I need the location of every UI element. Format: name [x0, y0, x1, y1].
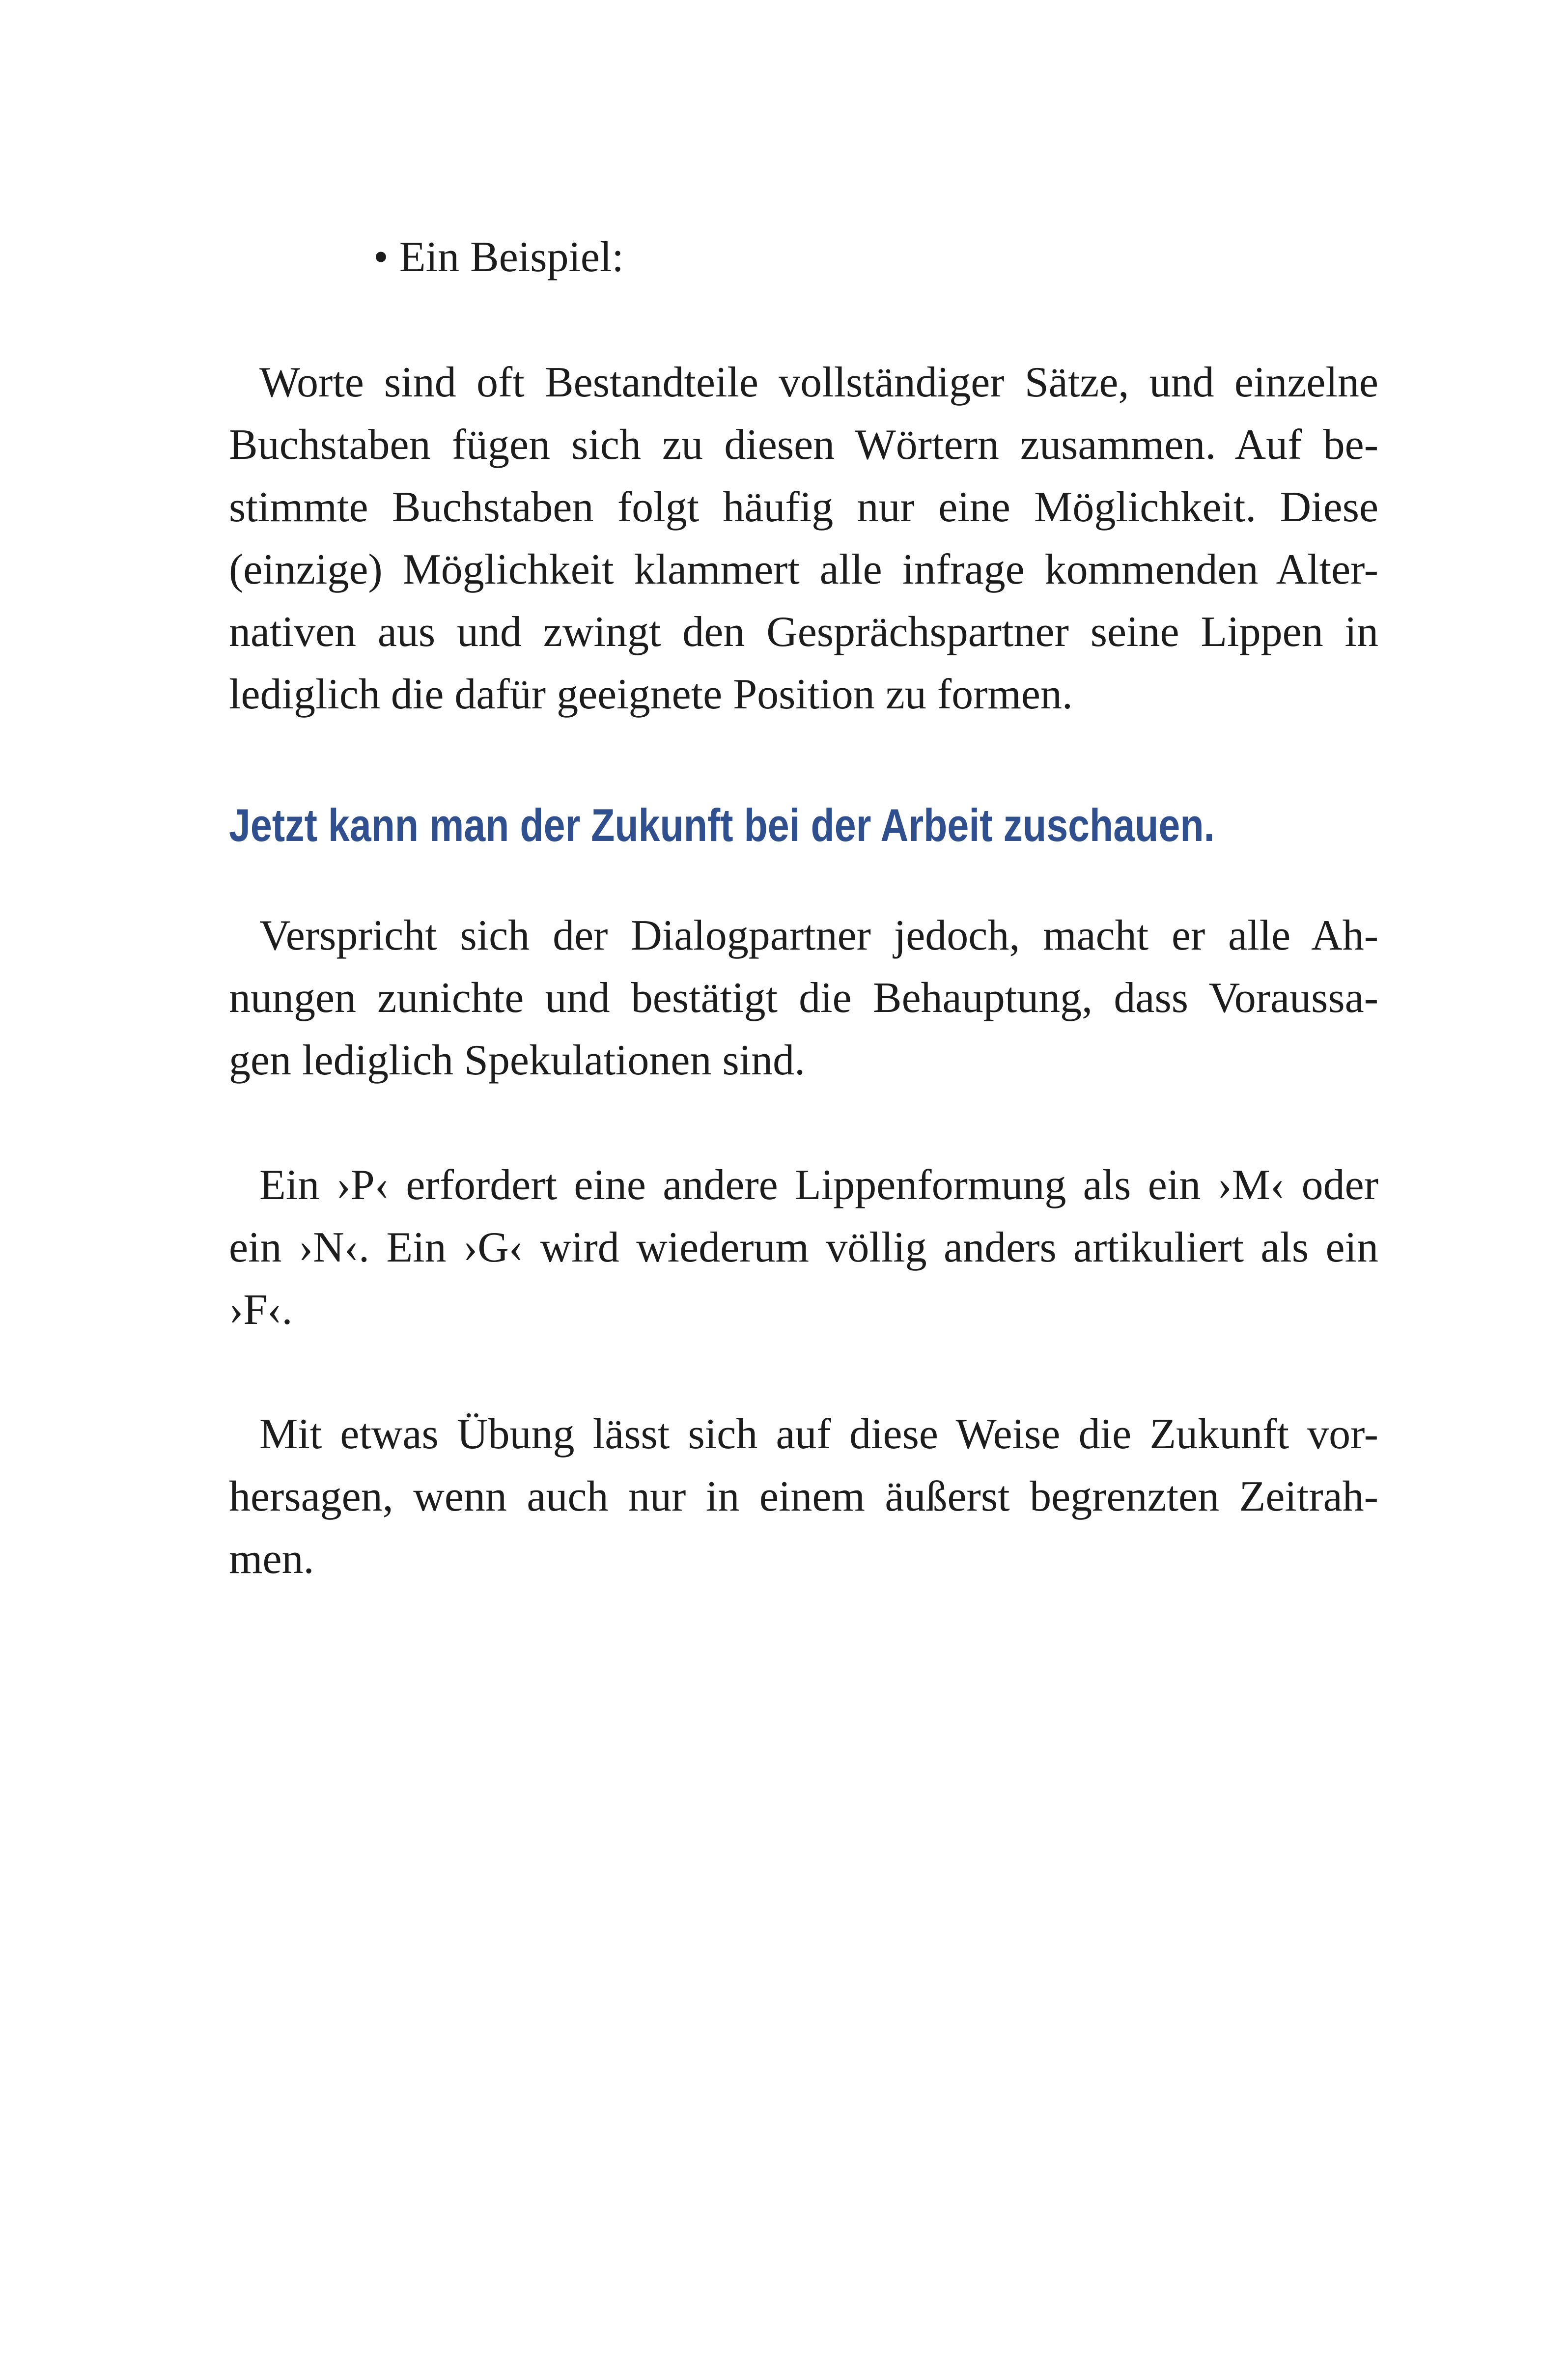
paragraph-line: Ein ›P‹ erfordert eine andere Lippenformung als ein ›M‹ oder: [259, 1161, 1378, 1209]
paragraph-1: [229, 351, 1378, 726]
paragraph-3: [229, 1154, 1378, 1341]
paragraph-line: Worte sind oft Bestandteile vollständiger Sätze, und einzelne: [259, 359, 1378, 406]
paragraph-line: ein ›N‹. Ein ›G‹ wird wiederum völlig anders artikuliert als ein: [229, 1224, 1378, 1271]
paragraph-line: Mit etwas Übung lässt sich auf diese Weise die Zukunft vor-: [259, 1410, 1378, 1458]
paragraph-line: lediglich die dafür geeignete Position zu formen.: [229, 671, 1073, 718]
paragraph-line: nativen aus und zwingt den Gesprächspartner seine Lippen in: [229, 608, 1378, 656]
bullet-text: Ein Beispiel:: [399, 233, 624, 281]
paragraph-line: hersagen, wenn auch nur in einem äußerst begrenzten Zeitrah-: [229, 1473, 1378, 1520]
paragraph-2: [229, 904, 1378, 1092]
bullet-item: [373, 226, 624, 288]
paragraph-line: Verspricht sich der Dialogpartner jedoch, macht er alle Ah-: [259, 912, 1378, 959]
paragraph-line: Buchstaben fügen sich zu diesen Wörtern zusammen. Auf be-: [229, 421, 1378, 469]
paragraph-line: gen lediglich Spekulationen sind.: [229, 1037, 806, 1084]
bullet-dot: •: [373, 233, 389, 281]
paragraph-line: ›F‹.: [229, 1286, 293, 1334]
paragraph-line: nungen zunichte und bestätigt die Behauptung, dass Voraussa-: [229, 974, 1378, 1022]
paragraph-line: (einzige) Möglichkeit klammert alle infrage kommenden Alter-: [229, 546, 1378, 593]
paragraph-line: stimmte Buchstaben folgt häufig nur eine Möglichkeit. Diese: [229, 483, 1378, 531]
paragraph-line: men.: [229, 1535, 314, 1583]
paragraph-4: [229, 1403, 1378, 1590]
section-heading: Jetzt kann man der Zukunft bei der Arbeit zuschauen.: [229, 799, 1215, 851]
